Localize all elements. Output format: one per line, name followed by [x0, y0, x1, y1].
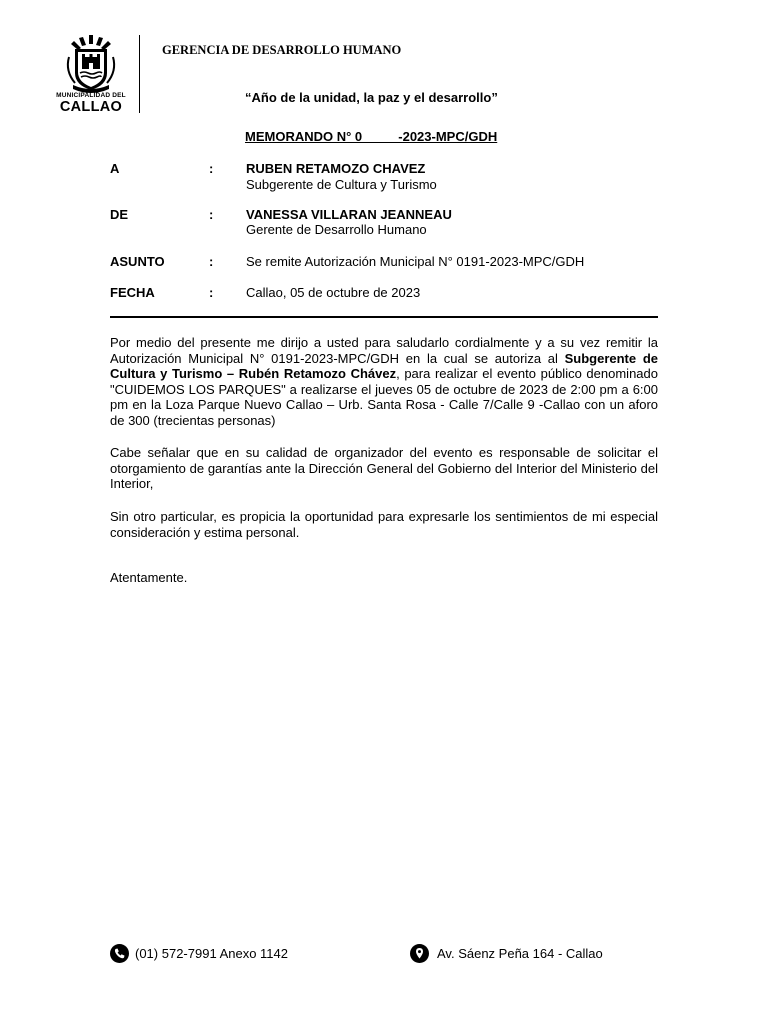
from-colon: :: [209, 207, 214, 222]
department-name: GERENCIA DE DESARROLLO HUMANO: [162, 43, 402, 57]
body-paragraph-1: [110, 335, 658, 428]
from-label: DE: [110, 207, 129, 222]
phone-icon: [110, 944, 129, 963]
footer-phone: [110, 944, 288, 963]
body-paragraph-2: Cabe señalar que en su calidad de organizador del evento es responsable de solicitar el otorgamiento de garantías ante la Dirección General del Gobierno del Interior del Ministerio del Interior,: [110, 445, 658, 491]
header-divider: [139, 35, 140, 113]
from-title: Gerente de Desarrollo Humano: [246, 222, 427, 237]
subject-colon: :: [209, 254, 214, 269]
location-pin-icon: [410, 944, 429, 963]
subject-label: ASUNTO: [110, 254, 165, 269]
footer-address: [410, 944, 603, 963]
date-label: FECHA: [110, 285, 155, 300]
address-text: Av. Sáenz Peña 164 - Callao: [437, 946, 603, 961]
logo-city-name: CALLAO: [59, 99, 123, 115]
to-title: Subgerente de Cultura y Turismo: [246, 177, 437, 192]
to-colon: :: [209, 161, 214, 176]
subject-value: Se remite Autorización Municipal N° 0191-2023-MPC/GDH: [246, 254, 585, 269]
paragraph-1-text-start: Por medio del presente me dirijo a usted para saludarlo cordialmente y a su vez remitir la Autorización Municipal N° 0191-2023-MPC/GDH en la cual se autoriza al: [110, 335, 658, 366]
to-name: RUBEN RETAMOZO CHAVEZ: [246, 161, 426, 176]
date-value: Callao, 05 de octubre de 2023: [246, 285, 421, 300]
paragraph-1-bold-recipient: Subgerente de Cultura y Turismo – Rubén Retamozo Chávez: [110, 350, 658, 381]
logo-municipality-label: MUNICIPALIDAD DEL: [56, 92, 126, 99]
closing-text: Atentamente.: [110, 570, 188, 585]
phone-number: (01) 572-7991 Anexo 1142: [135, 946, 288, 961]
year-motto: “Año de la unidad, la paz y el desarrollo”: [245, 90, 498, 105]
memo-number: MEMORANDO N° 0 -2023-MPC/GDH: [245, 129, 498, 144]
paragraph-1-text-end: , para realizar el evento público denominado "CUIDEMOS LOS PARQUES" a realizarse el jueves 05 de octubre de 2023 de 2:00 pm a 6:00 pm en la Loza Parque Nuevo Callao – Urb. Santa Rosa - Calle 7/Calle 9 -Callao con un aforo de 300 (trecientas personas): [110, 366, 658, 428]
header-separator-line: [110, 316, 658, 318]
from-name: VANESSA VILLARAN JEANNEAU: [246, 207, 452, 222]
date-colon: :: [209, 285, 214, 300]
body-paragraph-3: Sin otro particular, es propicia la oportunidad para expresarle los sentimientos de mi especial consideración y estima personal.: [110, 509, 658, 540]
to-label: A: [110, 161, 120, 176]
